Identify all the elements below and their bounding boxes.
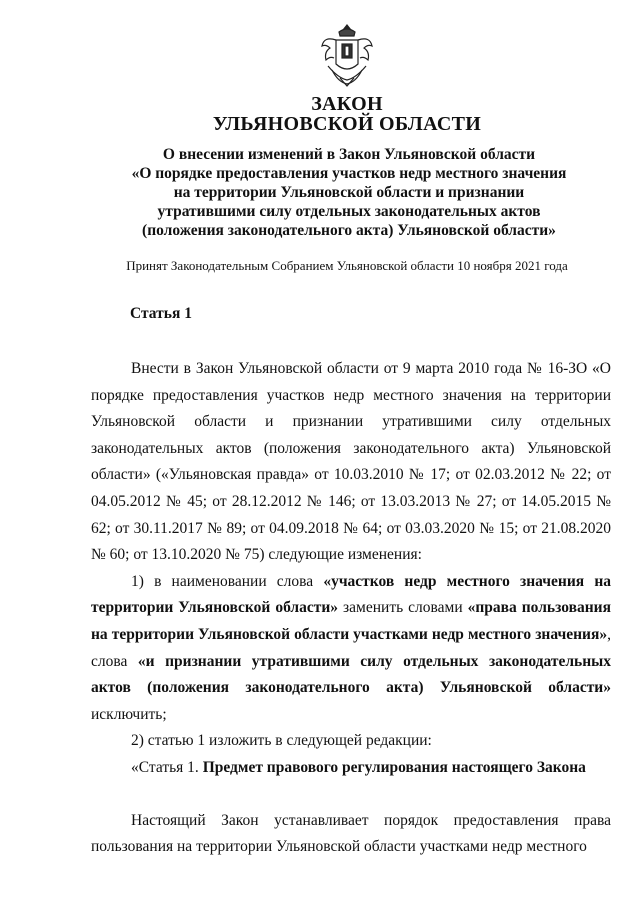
subject-line: утратившими силу отдельных законодательных актов [157,203,541,220]
item-2-paragraph: 2) статью 1 изложить в следующей редакции: [131,732,432,750]
article-heading: Статья 1 [130,305,192,322]
item-1-text: заменить словами [338,599,468,617]
subject-line: на территории Ульяновской области и признании [173,184,525,201]
item-1-bold-phrase: «участков недр местного значения на территории Ульяновской области» [91,572,611,617]
item-1-text: исключить; [91,705,167,723]
final-paragraph: Настоящий Закон устанавливает порядок предоставления права пользования на территории Ульяновской области участками недр местного [91,811,611,856]
item-1-paragraph [91,569,611,729]
document-title-line2: УЛЬЯНОВСКОЙ ОБЛАСТИ [212,113,482,135]
subject-line: «О порядке предоставления участков недр местного значения [131,165,567,182]
document-body [91,356,611,861]
subject-line: О внесении изменений в Закон Ульяновской области [162,146,536,163]
coat-of-arms-emblem [318,22,376,88]
spacer [91,782,611,808]
item-1-text: 1) в наименовании слова [131,572,324,590]
intro-paragraph: Внести в Закон Ульяновской области от 9 марта 2010 года № 16-ЗО «О порядке предоставления участков недр местного значения на территории Ульяновской области и признании утратившими силу отдельных законодательных актов (положения законодательного акта) Ульяновской области» («Ульяновская правда» от 10.03.2010 № 17; от 02.03.2012 № 22; от 04.05.2012 № 45; от 28.12.2012 № 146; от 13.03.2013 № 27; от 14.05.2015 № 62; от 30.11.2017 № 89; от 04.09.2018 № 64; от 03.03.2020 № 15; от 21.08.2020 № 60; от 13.10.2020 № 75) следующие изменения: [91,360,611,564]
item-1-bold-phrase: «и признании утратившими силу отдельных законодательных актов (положения законодательного акта) Ульяновской области» [91,652,611,697]
item-1-text: , слова [91,625,611,670]
quoted-article-prefix: «Статья 1. [131,758,203,776]
item-1-bold-phrase: «права пользования на территории Ульяновской области участками недр местного значения» [91,599,611,643]
quoted-article-title: Предмет правового регулирования настоящего Закона [202,758,586,776]
document-title-line1: ЗАКОН [311,93,383,115]
adoption-note: Принят Законодательным Собранием Ульяновской области 10 ноября 2021 года [126,258,568,273]
quoted-article-heading [91,755,611,782]
law-subject-heading [120,145,578,240]
subject-line: (положения законодательного акта) Ульяновской области» [142,222,556,239]
